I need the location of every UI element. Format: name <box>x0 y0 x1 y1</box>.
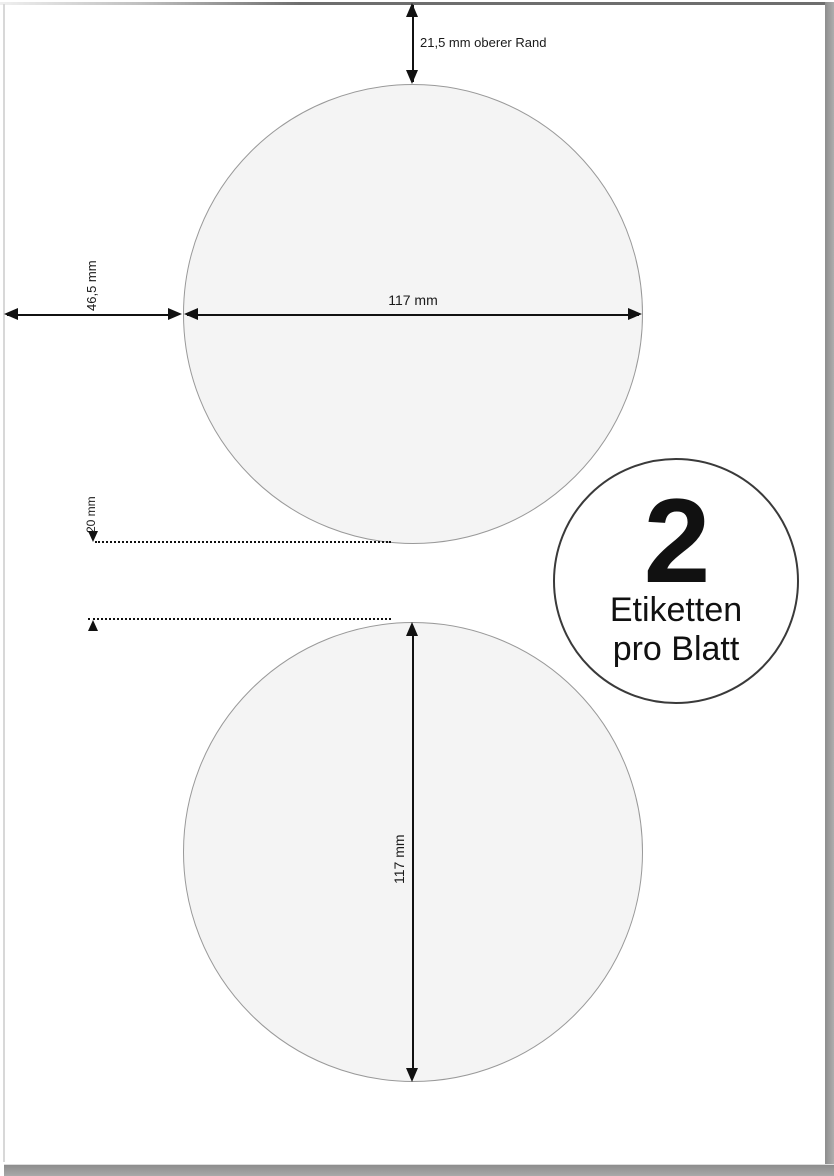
arrowhead-up-icon <box>88 620 98 631</box>
dimension-label-diameter-top: 117 mm <box>388 292 438 308</box>
dimension-line <box>7 314 177 316</box>
arrowhead-right-icon <box>628 308 642 320</box>
page-right-shadow <box>825 2 834 1176</box>
arrowhead-up-icon <box>406 3 418 17</box>
arrowhead-left-icon <box>4 308 18 320</box>
arrowhead-down-icon <box>406 70 418 84</box>
arrowhead-down-icon <box>406 1068 418 1082</box>
arrowhead-up-icon <box>406 622 418 636</box>
badge-text-line2: pro Blatt <box>612 630 740 669</box>
dimension-line <box>187 314 639 316</box>
labels-per-sheet-badge <box>553 458 799 704</box>
dimension-label-diameter-bottom: 117 mm <box>391 834 407 884</box>
dimension-label-top-margin: 21,5 mm oberer Rand <box>420 35 547 50</box>
dimension-line <box>412 630 414 1068</box>
dotted-extension-line-lower <box>88 618 391 620</box>
badge-count: 2 <box>643 474 709 609</box>
dimension-label-gap: 20 mm <box>84 496 98 533</box>
dimension-label-left-margin: 46,5 mm <box>84 260 99 311</box>
page-left-edge <box>3 4 5 1162</box>
arrowhead-right-icon <box>168 308 182 320</box>
badge-text-line1: Etiketten <box>609 590 743 629</box>
dotted-extension-line-upper <box>95 541 391 543</box>
page-bottom-shadow <box>4 1164 834 1176</box>
arrowhead-left-icon <box>184 308 198 320</box>
